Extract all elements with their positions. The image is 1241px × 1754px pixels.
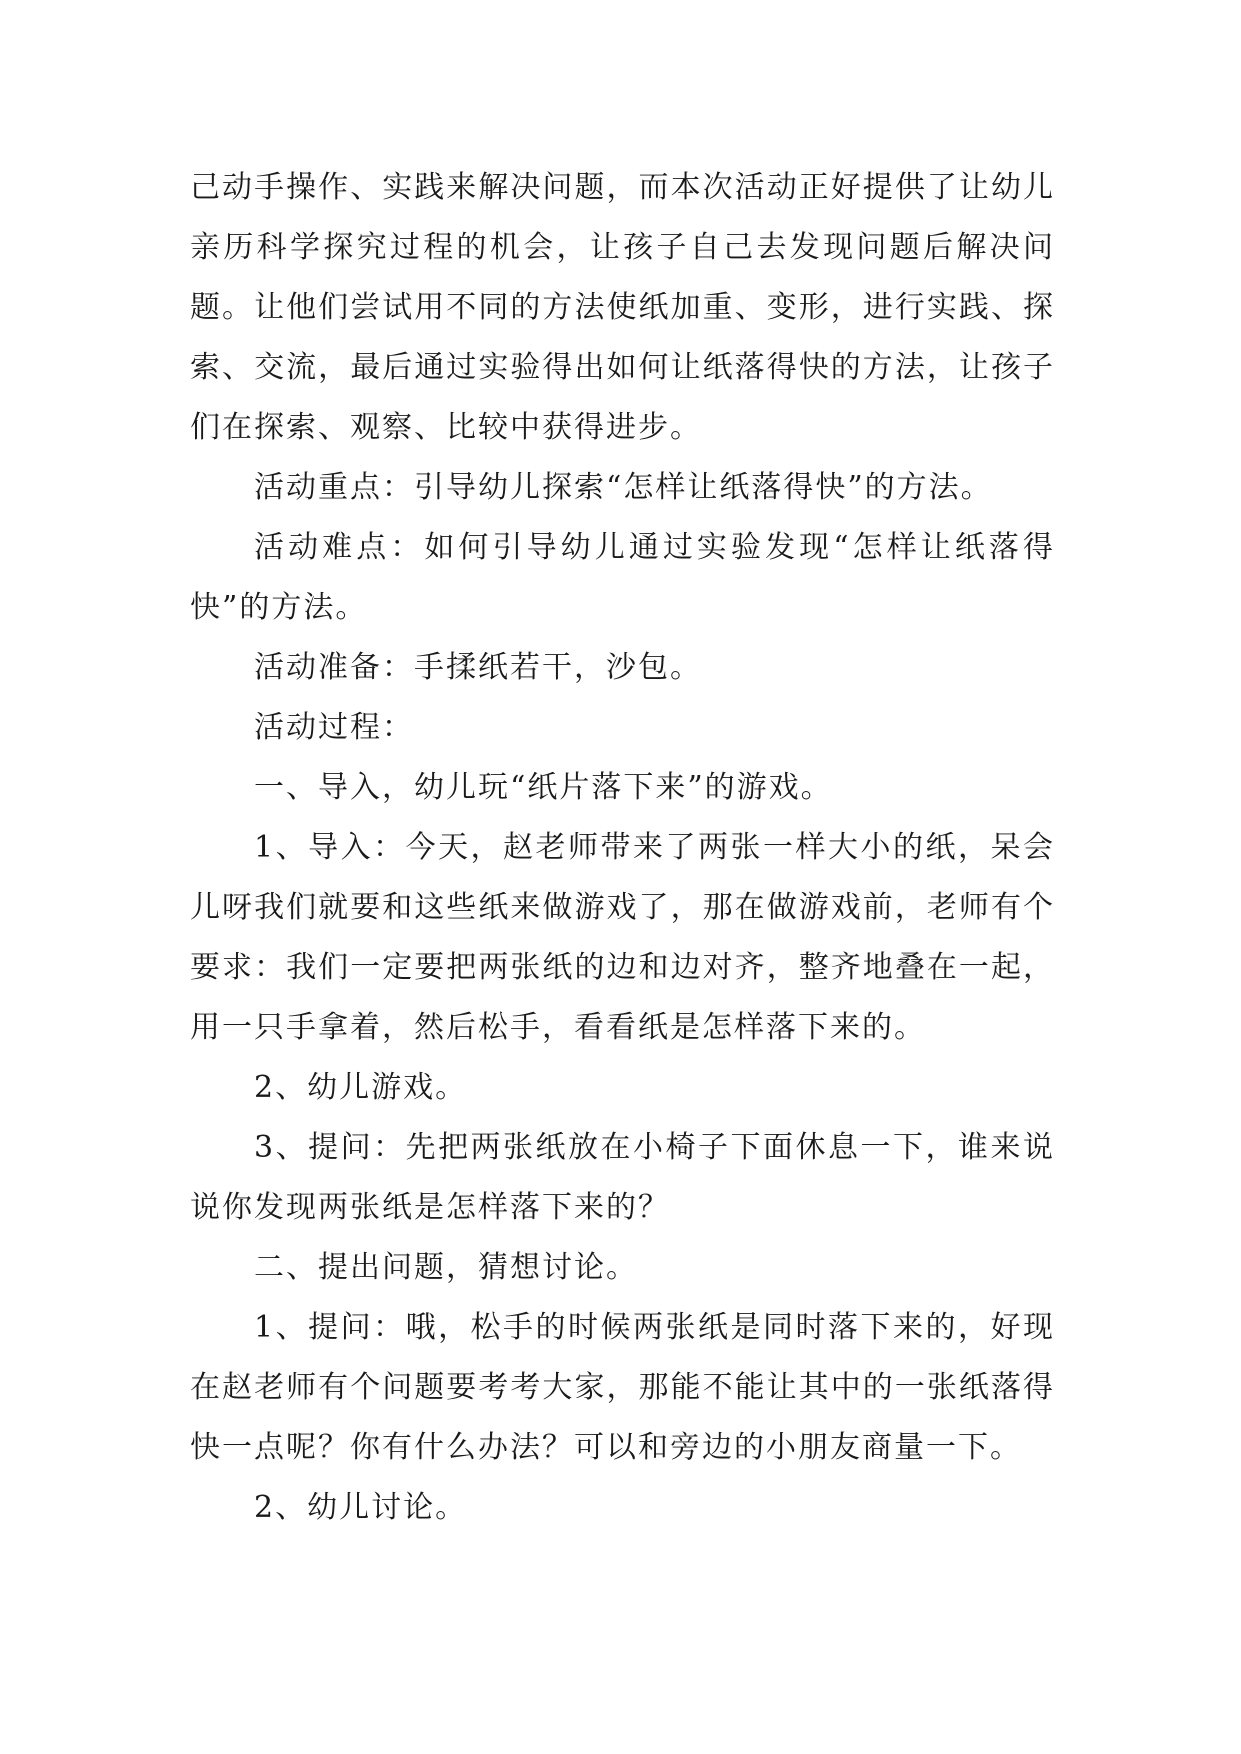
paragraph-intro-continued: 己动手操作、实践来解决问题，而本次活动正好提供了让幼儿亲历科学探究过程的机会，让孩子自己去发现问题后解决问题。让他们尝试用不同的方法使纸加重、变形，进行实践、探索、交流，最后通过实验得出如何让纸落得快的方法，让孩子们在探索、观察、比较中获得进步。 [190, 170, 1055, 445]
paragraph-activity-preparation: 活动准备：手揉纸若干，沙包。 [254, 650, 702, 685]
section-heading-two: 二、提出问题，猜想讨论。 [254, 1250, 638, 1285]
section-heading-one: 一、导入，幼儿玩“纸片落下来”的游戏。 [254, 770, 833, 805]
paragraph-step-1-intro: 1、导入：今天，赵老师带来了两张一样大小的纸，呆会儿呀我们就要和这些纸来做游戏了，那在做游戏前，老师有个要求：我们一定要把两张纸的边和边对齐，整齐地叠在一起，用一只手拿着，然后松手，看看纸是怎样落下来的。 [190, 830, 1055, 1045]
document-body [190, 158, 1055, 1538]
paragraph-step-1-question: 1、提问：哦，松手的时候两张纸是同时落下来的，好现在赵老师有个问题要考考大家，那能不能让其中的一张纸落得快一点呢？你有什么办法？可以和旁边的小朋友商量一下。 [190, 1310, 1055, 1465]
paragraph-activity-focus: 活动重点：引导幼儿探索“怎样让纸落得快”的方法。 [254, 470, 993, 505]
paragraph-step-3-question: 3、提问：先把两张纸放在小椅子下面休息一下，谁来说说你发现两张纸是怎样落下来的？ [190, 1130, 1055, 1225]
paragraph-activity-process-heading: 活动过程： [254, 710, 414, 745]
paragraph-activity-difficulty: 活动难点：如何引导幼儿通过实验发现“怎样让纸落得快”的方法。 [190, 530, 1055, 625]
paragraph-step-2-game: 2、幼儿游戏。 [254, 1070, 468, 1105]
paragraph-step-2-discussion: 2、幼儿讨论。 [254, 1490, 468, 1525]
